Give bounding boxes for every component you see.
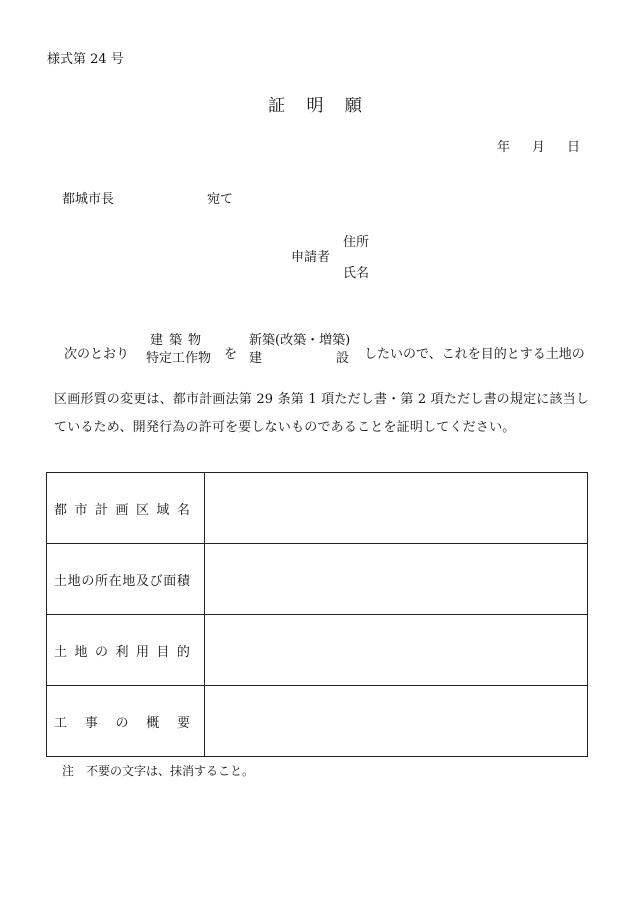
action-options: [249, 332, 350, 368]
date-line: [497, 136, 580, 155]
table-row: [47, 473, 588, 544]
application-table: [46, 472, 588, 757]
label-char: 目: [156, 644, 170, 660]
label-char: 名: [176, 502, 190, 518]
label-char: 在: [108, 573, 122, 589]
statement-line-3: ているため、開発行為の許可を要しないものであることを証明してください。: [54, 420, 516, 435]
label-char: 都: [54, 502, 68, 518]
label-char: 積: [176, 573, 190, 589]
row-label-land-use-purpose: [47, 615, 205, 686]
row-label-city-planning-area: [47, 473, 205, 544]
date-month: 月: [531, 140, 545, 155]
applicant-label: 申請者: [291, 250, 331, 265]
table-row: [47, 686, 588, 757]
statement-line-2: 区画形質の変更は、都市計画法第 29 条第 1 項ただし書・第 2 項ただし書の規定に該当し: [54, 392, 590, 407]
statement-rest: したいので、これを目的とする土地の: [364, 347, 585, 362]
label-char: の: [94, 644, 108, 660]
applicant-name-label: 氏名: [343, 266, 370, 281]
label-char: 土: [54, 573, 68, 589]
date-year: 年: [496, 140, 510, 155]
table-row: [47, 544, 588, 615]
label-char: 画: [115, 502, 129, 518]
label-char: び: [149, 573, 163, 589]
row-label-land-location-area: [47, 544, 205, 615]
object-options: [146, 332, 211, 368]
label-char: 地: [67, 573, 81, 589]
title-char: 願: [344, 96, 362, 116]
footnote: 注 不要の文字は、抹消すること。: [62, 764, 255, 778]
statement-lead: 次のとおり: [64, 347, 130, 362]
row-value-work-summary[interactable]: [205, 686, 588, 757]
document-title: [0, 91, 630, 116]
label-char: 面: [163, 573, 177, 589]
title-char: 明: [306, 96, 324, 116]
row-label-work-summary: [47, 686, 205, 757]
label-char: の: [115, 715, 129, 731]
statement-conjunction: を: [224, 347, 238, 362]
label-char: 工: [54, 715, 68, 731]
label-char: 区: [135, 502, 149, 518]
action-option-construct: [249, 350, 349, 368]
row-value-land-location-area[interactable]: [205, 544, 588, 615]
label-char: 地: [74, 644, 88, 660]
label-char: 地: [122, 573, 136, 589]
label-char: 用: [135, 644, 149, 660]
label-char: 的: [176, 644, 190, 660]
applicant-address-label: 住所: [343, 235, 370, 250]
label-char: 域: [156, 502, 170, 518]
label-char: 事: [84, 715, 98, 731]
label-char: 及: [135, 573, 149, 589]
label-char: 土: [54, 644, 68, 660]
object-option-building: 建築物: [150, 333, 208, 348]
label-char: 計: [94, 502, 108, 518]
action-option-new: 新築(改築・増築): [249, 333, 351, 348]
form-number: 様式第 24 号: [47, 52, 124, 67]
label-char: 市: [74, 502, 88, 518]
label-char: 利: [115, 644, 129, 660]
table-row: [47, 615, 588, 686]
label-char: の: [81, 573, 95, 589]
addressee-name: 都城市長: [62, 192, 115, 207]
object-option-structure: 特定工作物: [146, 351, 212, 366]
title-char: 証: [268, 96, 286, 116]
label-char: 要: [176, 715, 190, 731]
action-option-construct-a: 建: [249, 351, 263, 366]
row-value-city-planning-area[interactable]: [205, 473, 588, 544]
row-value-land-use-purpose[interactable]: [205, 615, 588, 686]
addressee-suffix: 宛て: [207, 192, 234, 207]
date-day: 日: [566, 140, 580, 155]
label-char: 所: [94, 573, 108, 589]
label-char: 概: [146, 715, 160, 731]
action-option-construct-b: 設: [335, 351, 349, 366]
